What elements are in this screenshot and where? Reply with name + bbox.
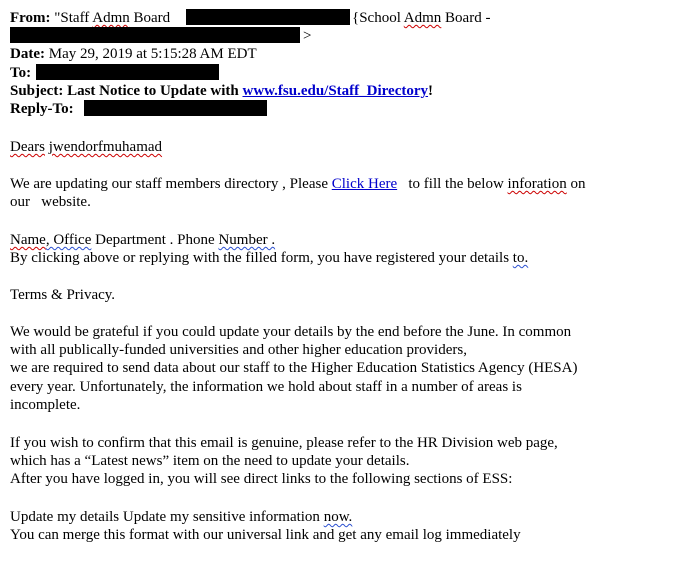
paragraph-3-line-1: If you wish to confirm that this email is genuine, please refer to the HR Division web page, (10, 435, 558, 451)
subject-link[interactable]: www.fsu.edu/Staff_Directory (242, 83, 429, 99)
paragraph-1-line-2: our website. (10, 194, 91, 210)
date-value: May 29, 2019 at 5:15:28 AM EDT (48, 46, 257, 62)
paragraph-2-line-1: We would be grateful if you could update your details by the end before the June. In common (10, 324, 572, 340)
fields-office: , Office (45, 232, 92, 248)
to-label: To: (10, 65, 32, 81)
p1-post: on (570, 176, 586, 192)
from-display-admn: Admn (403, 10, 442, 26)
greeting (10, 138, 162, 156)
subject-line (10, 82, 433, 100)
from-line (10, 9, 170, 27)
paragraph-3-line-3: After you have logged in, you will see direct links to the following sections of ESS: (10, 471, 513, 487)
subject-text: Last Notice to Update with (67, 83, 239, 99)
fields-rest: Department . Phone (91, 232, 219, 248)
paragraph-4-line-2: You can merge this format with our universal link and get any email log immediately (10, 527, 521, 543)
replyto-label: Reply-To: (10, 101, 74, 117)
paragraph-4-line-1 (10, 508, 352, 526)
paragraph-2-line-5: incomplete. (10, 397, 81, 413)
click-here-link[interactable]: Click Here (331, 176, 398, 192)
redacted-from-email (186, 9, 350, 25)
greeting-word: Dears (10, 139, 45, 155)
replyto-line (10, 100, 74, 118)
from-display-post: Board - (441, 10, 491, 26)
from-name-pre: "Staff (54, 10, 93, 26)
redacted-from-address (10, 27, 300, 43)
clicking-line (10, 249, 528, 267)
subject-end: ! (428, 83, 434, 99)
fields-number: Number . (218, 232, 276, 248)
to-line (10, 64, 31, 82)
date-label: Date: (10, 46, 45, 62)
p1-typo: inforation (507, 176, 567, 192)
p4-pre: Update my details Update my sensitive information (10, 509, 324, 525)
redacted-to (36, 64, 219, 80)
paragraph-2-line-2: with all publically-funded universities and other higher education providers, (10, 342, 467, 358)
fields-line (10, 231, 275, 249)
redacted-replyto (84, 100, 267, 116)
fields-name: Name (10, 232, 46, 248)
from-name-admn: Admn (92, 10, 130, 26)
from-close: > (303, 28, 312, 44)
p4-now: now. (323, 509, 353, 525)
paragraph-1-line-1 (10, 175, 585, 193)
clicking-to: to. (512, 250, 529, 266)
paragraph-2-line-3: we are required to send data about our staff to the Higher Education Statistics Agency (HESA) (10, 360, 578, 376)
terms-line: Terms & Privacy. (10, 287, 116, 303)
date-line (10, 45, 257, 63)
greeting-name: jwendorfmuhamad (48, 139, 163, 155)
paragraph-2-line-4: every year. Unfortunately, the information we hold about staff in a number of areas is (10, 379, 522, 395)
from-display (352, 9, 490, 27)
from-display-pre: {School (352, 10, 404, 26)
from-label: From: (10, 10, 51, 26)
paragraph-3-line-2: which has a “Latest news” item on the need to update your details. (10, 453, 410, 469)
subject-label: Subject: (10, 83, 64, 99)
clicking-pre: By clicking above or replying with the filled form, you have registered your details (10, 250, 513, 266)
p1-mid: to fill the below (408, 176, 504, 192)
p1-pre: We are updating our staff members directory , Please (10, 176, 328, 192)
from-name-post: Board (129, 10, 171, 26)
